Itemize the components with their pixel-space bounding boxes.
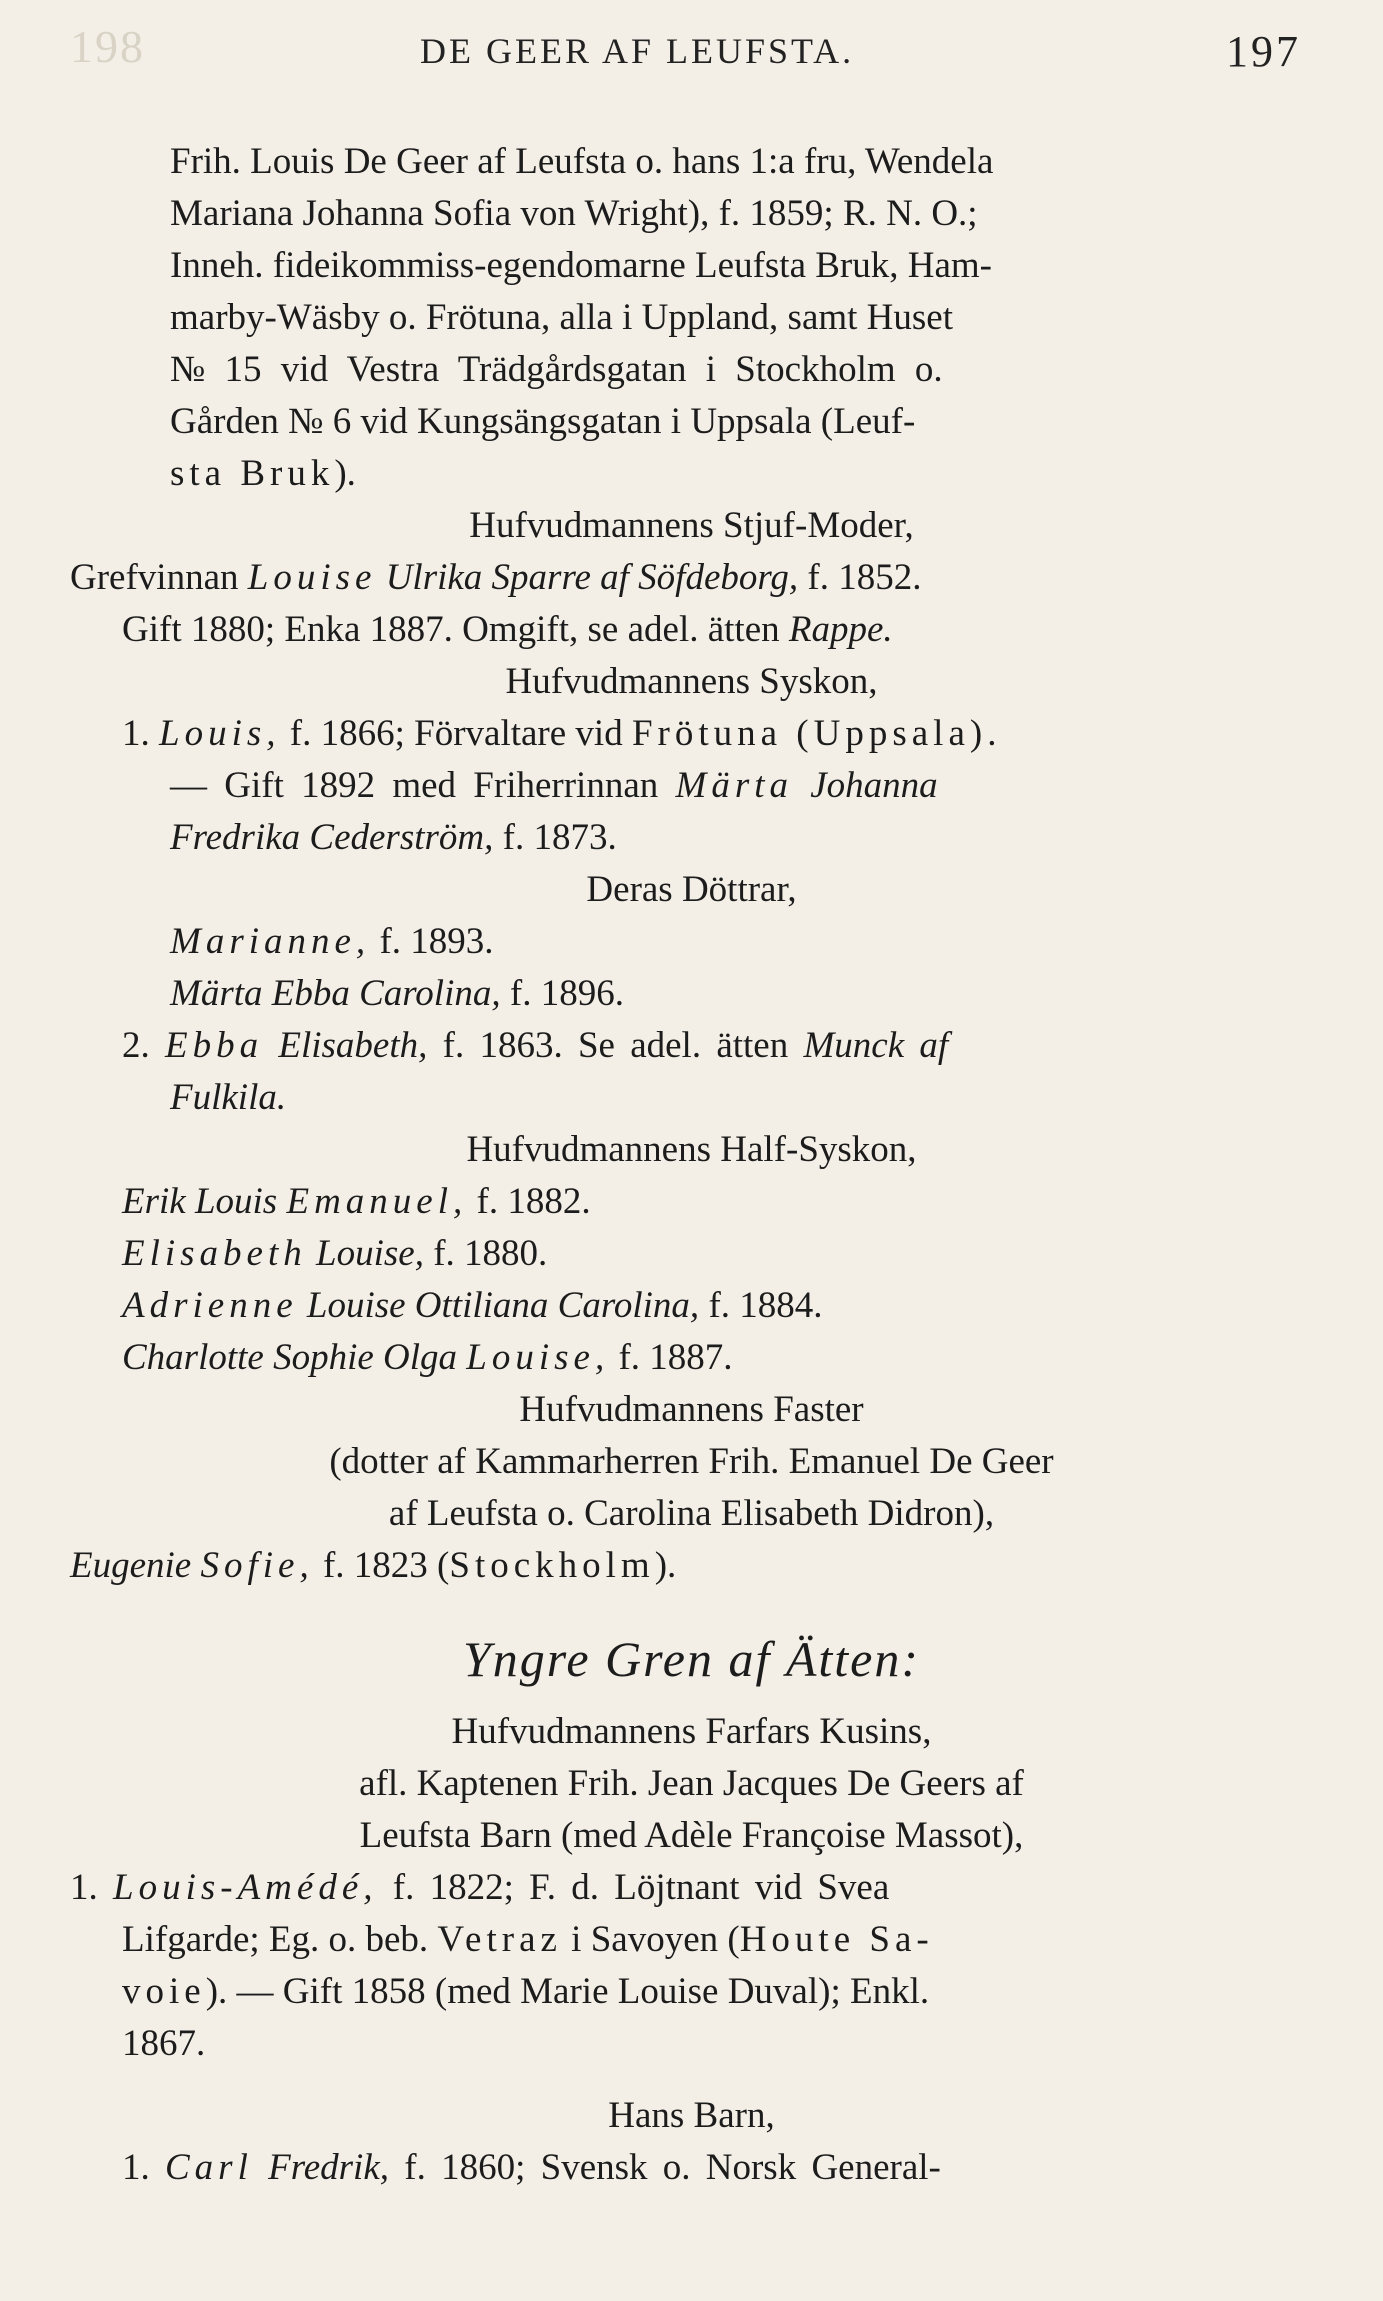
text-line: voie). — Gift 1858 (med Marie Louise Duval); Enkl. <box>122 1971 930 2012</box>
text-line: — Gift 1892 med Friherrinnan Märta Johanna <box>170 765 938 806</box>
text-line: Leufsta Barn (med Adèle Françoise Massot), <box>359 1815 1024 1856</box>
text-line: Eugenie Sofie, f. 1823 (Stockholm). <box>70 1545 677 1586</box>
text-line: Adrienne Louise Ottiliana Carolina, f. 1884. <box>122 1285 823 1326</box>
bleed-through-page-number: 198 <box>70 21 145 72</box>
text-line: Erik Louis Emanuel, f. 1882. <box>122 1181 591 1222</box>
text-line: afl. Kaptenen Frih. Jean Jacques De Geers af <box>359 1763 1024 1804</box>
text-line: 2. Ebba Elisabeth, f. 1863. Se adel. ätten Munck af <box>122 1025 949 1066</box>
branch-heading: Yngre Gren af Ätten: <box>462 1631 921 1687</box>
section-heading: Hufvudmannens Half-Syskon, <box>466 1129 917 1170</box>
text-line: Lifgarde; Eg. o. beb. Vetraz i Savoyen (Houte Sa- <box>122 1919 934 1960</box>
text-line: Fredrika Cederström, f. 1873. <box>170 817 617 858</box>
page-number: 197 <box>1226 27 1301 76</box>
text-line: № 15 vid Vestra Trädgårdsgatan i Stockholm o. <box>170 349 943 390</box>
text-line: Fulkila. <box>170 1077 287 1118</box>
text-line: 1. Louis, f. 1866; Förvaltare vid Frötuna (Uppsala). <box>122 713 1002 754</box>
text-line: Elisabeth Louise, f. 1880. <box>122 1233 548 1274</box>
text-line: marby-Wäsby o. Frötuna, alla i Uppland, samt Huset <box>170 297 953 338</box>
text-line: 1. Louis-Amédé, f. 1822; F. d. Löjtnant vid Svea <box>70 1867 890 1908</box>
text-line: Mariana Johanna Sofia von Wright), f. 1859; R. N. O.; <box>170 193 978 234</box>
text-line: Märta Ebba Carolina, f. 1896. <box>170 973 624 1014</box>
section-heading: Deras Döttrar, <box>586 869 797 910</box>
text-line: Inneh. fideikommiss-egendomarne Leufsta Bruk, Ham- <box>170 245 992 286</box>
section-heading: Hufvudmannens Farfars Kusins, <box>451 1711 932 1752</box>
section-heading: Hufvudmannens Stjuf-Moder, <box>469 505 914 546</box>
section-heading: Hufvudmannens Syskon, <box>505 661 878 702</box>
text-line: 1867. <box>122 2023 206 2064</box>
text-line: (dotter af Kammarherren Frih. Emanuel De Geer <box>329 1441 1054 1482</box>
text-line: Marianne, f. 1893. <box>170 921 494 962</box>
text-line: af Leufsta o. Carolina Elisabeth Didron), <box>388 1493 995 1534</box>
text-line: Gården № 6 vid Kungsängsgatan i Uppsala (Leuf- <box>170 401 916 442</box>
text-line: Charlotte Sophie Olga Louise, f. 1887. <box>122 1337 733 1378</box>
text-line: Frih. Louis De Geer af Leufsta o. hans 1:a fru, Wendela <box>170 141 994 182</box>
section-heading: Hans Barn, <box>608 2095 775 2136</box>
text-line: sta Bruk). <box>170 453 356 494</box>
section-heading: Hufvudmannens Faster <box>519 1389 864 1430</box>
text-line: 1. Carl Fredrik, f. 1860; Svensk o. Norsk General- <box>122 2147 941 2188</box>
running-head: DE GEER AF LEUFSTA. <box>420 31 855 71</box>
text-line: Grefvinnan Louise Ulrika Sparre af Söfdeborg, f. 1852. <box>70 557 922 598</box>
text-line: Gift 1880; Enka 1887. Omgift, se adel. ätten Rappe. <box>122 609 893 650</box>
